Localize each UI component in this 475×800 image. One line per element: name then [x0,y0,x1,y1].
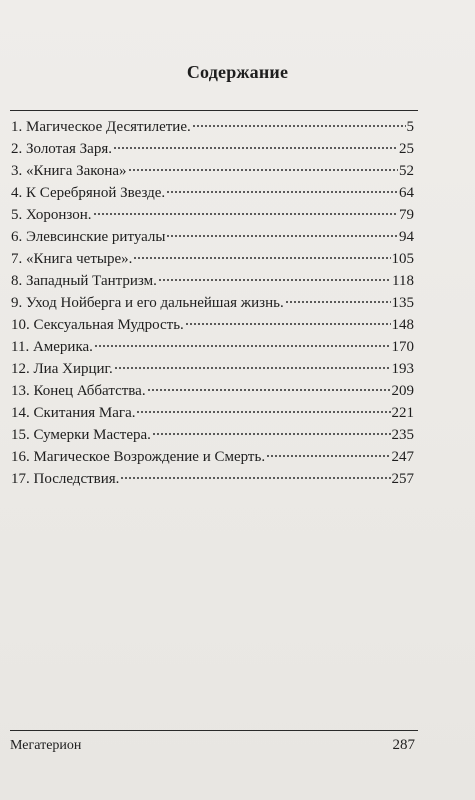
toc-entry-page: 170 [391,339,414,355]
top-divider [10,110,418,111]
page-title: Содержание [186,62,289,82]
toc-entry[interactable] [11,336,414,358]
toc-entry[interactable] [11,380,414,402]
toc-entry-title: 13. Конец Аббатства. [11,383,146,399]
toc-entry-title: 1. Магическое Десятилетие. [11,119,191,135]
dot-leader [266,455,390,457]
dot-leader [166,235,398,237]
toc-entry-title: 11. Америка. [11,339,93,355]
toc-entry[interactable] [11,358,414,380]
toc-entry[interactable] [11,226,414,248]
toc-entry-title: 5. Хоронзон. [11,207,92,223]
toc-entry-page: 148 [391,317,414,333]
table-of-contents [11,116,414,490]
dot-leader [285,301,391,303]
toc-entry[interactable] [11,468,414,490]
dot-leader [185,323,391,325]
toc-entry-page: 64 [399,185,414,201]
toc-entry-title: 4. К Серебряной Звезде. [11,185,166,201]
toc-entry-title: 12. Лиа Хирциг. [11,361,113,377]
toc-entry-page: 135 [391,295,414,311]
toc-entry-page: 25 [399,141,414,157]
toc-entry-title: 6. Элевсинские ритуалы [11,229,166,245]
dot-leader [93,213,398,215]
toc-entry-title: 14. Скитания Мага. [11,405,136,421]
toc-entry-page: 209 [391,383,414,399]
toc-entry-title: 7. «Книга четыре». [11,251,133,267]
dot-leader [128,169,398,171]
toc-entry-page: 79 [399,207,414,223]
toc-entry-page: 5 [406,119,414,135]
toc-entry-title: 10. Сексуальная Мудрость. [11,317,184,333]
dot-leader [114,367,391,369]
toc-entry-page: 235 [391,427,414,443]
toc-entry-page: 118 [392,273,414,289]
toc-entry[interactable] [11,204,414,226]
toc-entry-title: 15. Сумерки Мастера. [11,427,151,443]
dot-leader [120,477,390,479]
toc-entry-title: 2. Золотая Заря. [11,141,112,157]
running-footer-title: Мегатерион [10,738,82,753]
toc-entry[interactable] [11,292,414,314]
toc-entry-title: 3. «Книга Закона» [11,163,127,179]
dot-leader [158,279,391,281]
toc-entry-title: 17. Последствия. [11,471,120,487]
toc-entry[interactable] [11,446,414,468]
toc-entry-page: 257 [391,471,414,487]
toc-entry-title: 16. Магическое Возрождение и Смерть. [11,449,266,465]
toc-entry-page: 247 [391,449,414,465]
dot-leader [133,257,390,259]
toc-entry[interactable] [11,160,414,182]
toc-entry[interactable] [11,182,414,204]
bottom-divider [10,730,418,731]
dot-leader [192,125,406,127]
toc-entry[interactable] [11,402,414,424]
toc-entry-page: 94 [399,229,414,245]
dot-leader [113,147,398,149]
toc-entry-page: 105 [391,251,414,267]
toc-entry-title: 8. Западный Тантризм. [11,273,157,289]
dot-leader [147,389,391,391]
toc-entry-title: 9. Уход Нойберга и его дальнейшая жизнь. [11,295,284,311]
dot-leader [166,191,398,193]
toc-entry-page: 52 [399,163,414,179]
page-number: 287 [392,737,415,753]
toc-entry[interactable] [11,116,414,138]
toc-entry-page: 221 [391,405,414,421]
dot-leader [136,411,390,413]
toc-entry[interactable] [11,138,414,160]
toc-entry[interactable] [11,424,414,446]
toc-entry[interactable] [11,270,414,292]
toc-entry[interactable] [11,314,414,336]
toc-entry[interactable] [11,248,414,270]
toc-entry-page: 193 [391,361,414,377]
dot-leader [94,345,391,347]
dot-leader [152,433,391,435]
